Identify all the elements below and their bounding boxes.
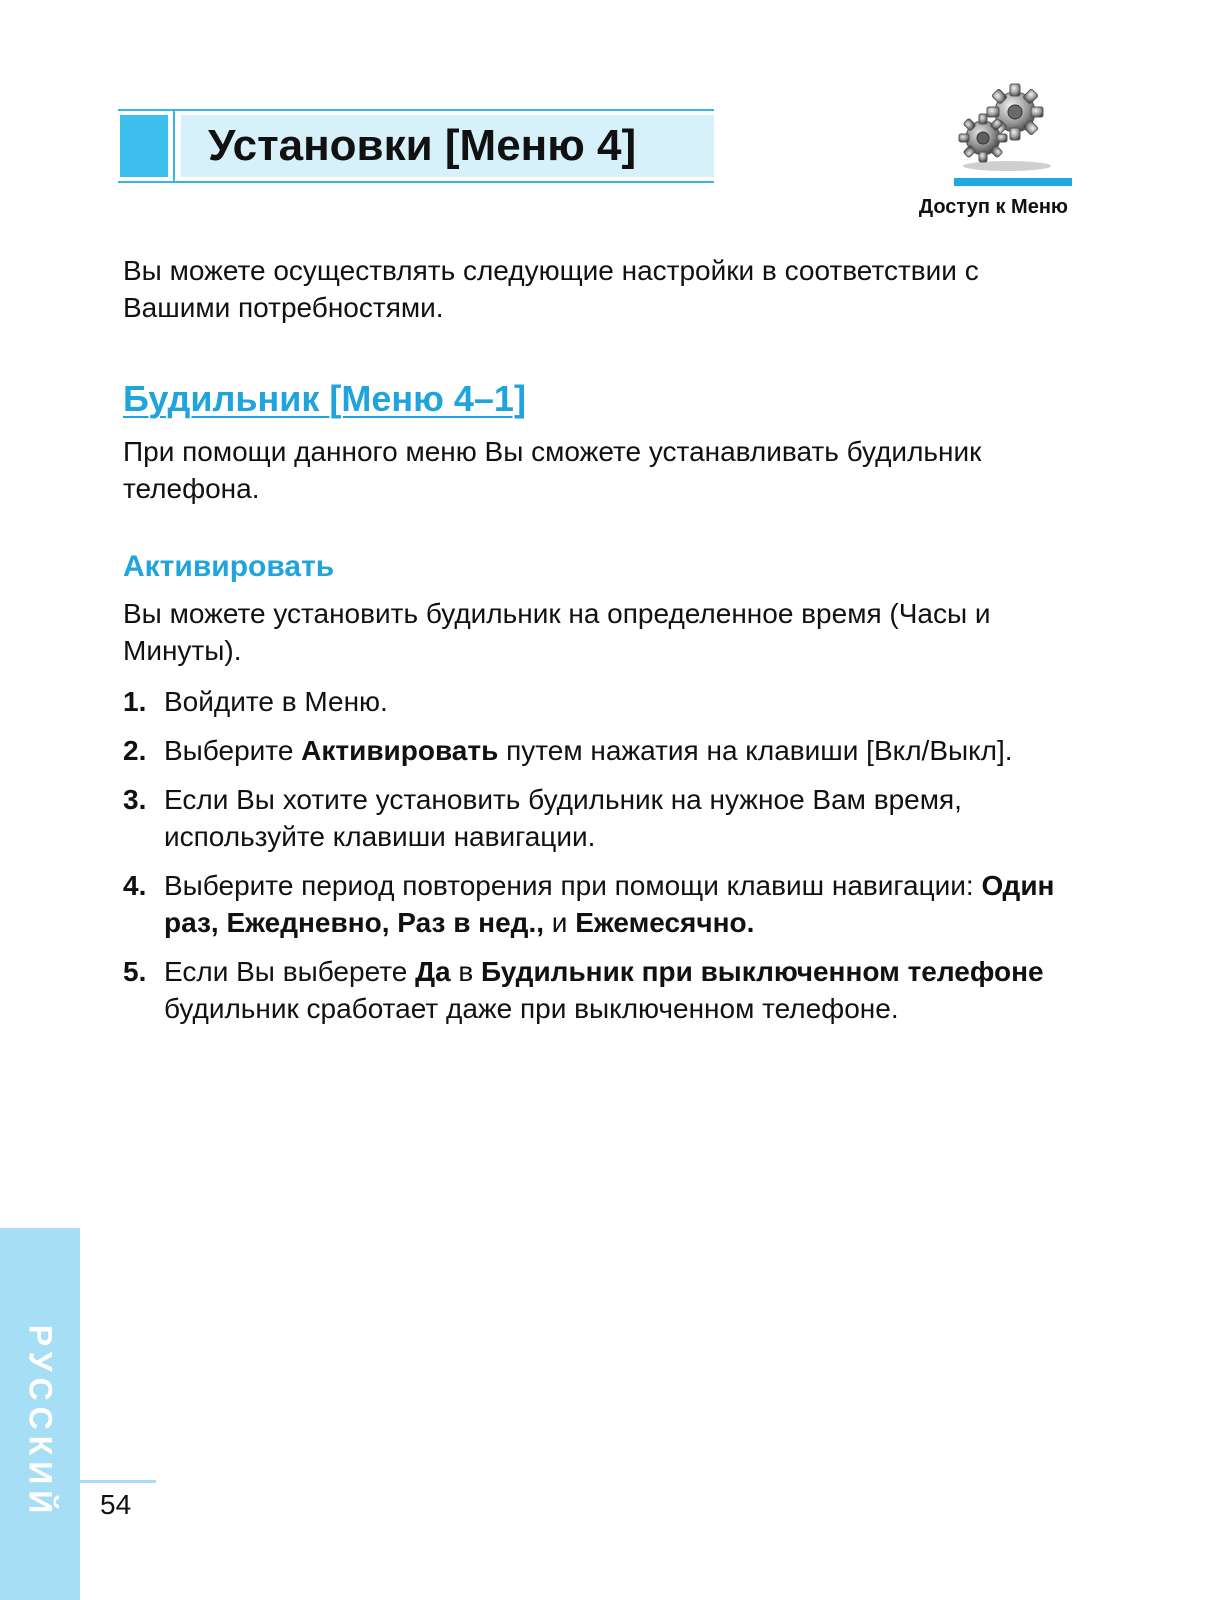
step-item [123, 683, 1083, 720]
step-text: Если Вы хотите установить будильник на нужное Вам время, используйте клавиши навигации. [164, 784, 962, 852]
step-number: 3. [123, 784, 147, 815]
step-emphasis: Да [415, 956, 451, 987]
step-item [123, 732, 1083, 769]
language-tab-label: РУССКИЙ [22, 1324, 59, 1520]
step-item [123, 953, 1083, 1027]
step-emphasis: Активировать [301, 735, 499, 766]
step-number: 5. [123, 956, 147, 987]
header-accent-block [120, 115, 168, 177]
header-top-rule [118, 109, 714, 111]
page-title: Установки [Меню 4] [208, 121, 637, 170]
step-text: Выберите [164, 735, 302, 766]
step-item [123, 867, 1083, 941]
header-divider [173, 111, 175, 181]
step-text: Если Вы выберете [164, 956, 416, 987]
main-content [123, 252, 1083, 1039]
step-text: в [450, 956, 482, 987]
steps-list [123, 683, 1083, 1027]
step-emphasis: Один раз, Ежедневно, Раз в нед., [164, 870, 1055, 938]
access-rule [954, 178, 1072, 186]
intro-paragraph: Вы можете осуществлять следующие настройки в соответствии с Вашими потребностями. [123, 255, 979, 323]
subsection-title: Активировать [123, 550, 335, 583]
step-text: Выберите период повторения при помощи клавиш навигации: [164, 870, 982, 901]
step-number: 2. [123, 735, 147, 766]
step-number: 4. [123, 870, 147, 901]
section-description: При помощи данного меню Вы сможете устанавливать будильник телефона. [123, 436, 982, 504]
step-emphasis: Ежемесячно. [575, 907, 755, 938]
gears-icon [955, 82, 1060, 172]
step-item [123, 781, 1083, 855]
step-text: будильник сработает даже при выключенном телефоне. [164, 993, 899, 1024]
step-number: 1. [123, 686, 147, 717]
menu-access-label: Доступ к Меню [918, 196, 1068, 218]
page-number-rule [80, 1480, 156, 1483]
step-text: путем нажатия на клавиши [Вкл/Выкл]. [498, 735, 1013, 766]
section-title: Будильник [Меню 4–1] [123, 378, 526, 419]
page-number: 54 [100, 1489, 132, 1520]
header-bottom-rule [118, 181, 714, 183]
subsection-description: Вы можете установить будильник на определенное время (Часы и Минуты). [123, 598, 991, 666]
step-text: Войдите в Меню. [164, 686, 388, 717]
step-text: и [544, 907, 576, 938]
step-emphasis: Будильник при выключенном телефоне [481, 956, 1044, 987]
